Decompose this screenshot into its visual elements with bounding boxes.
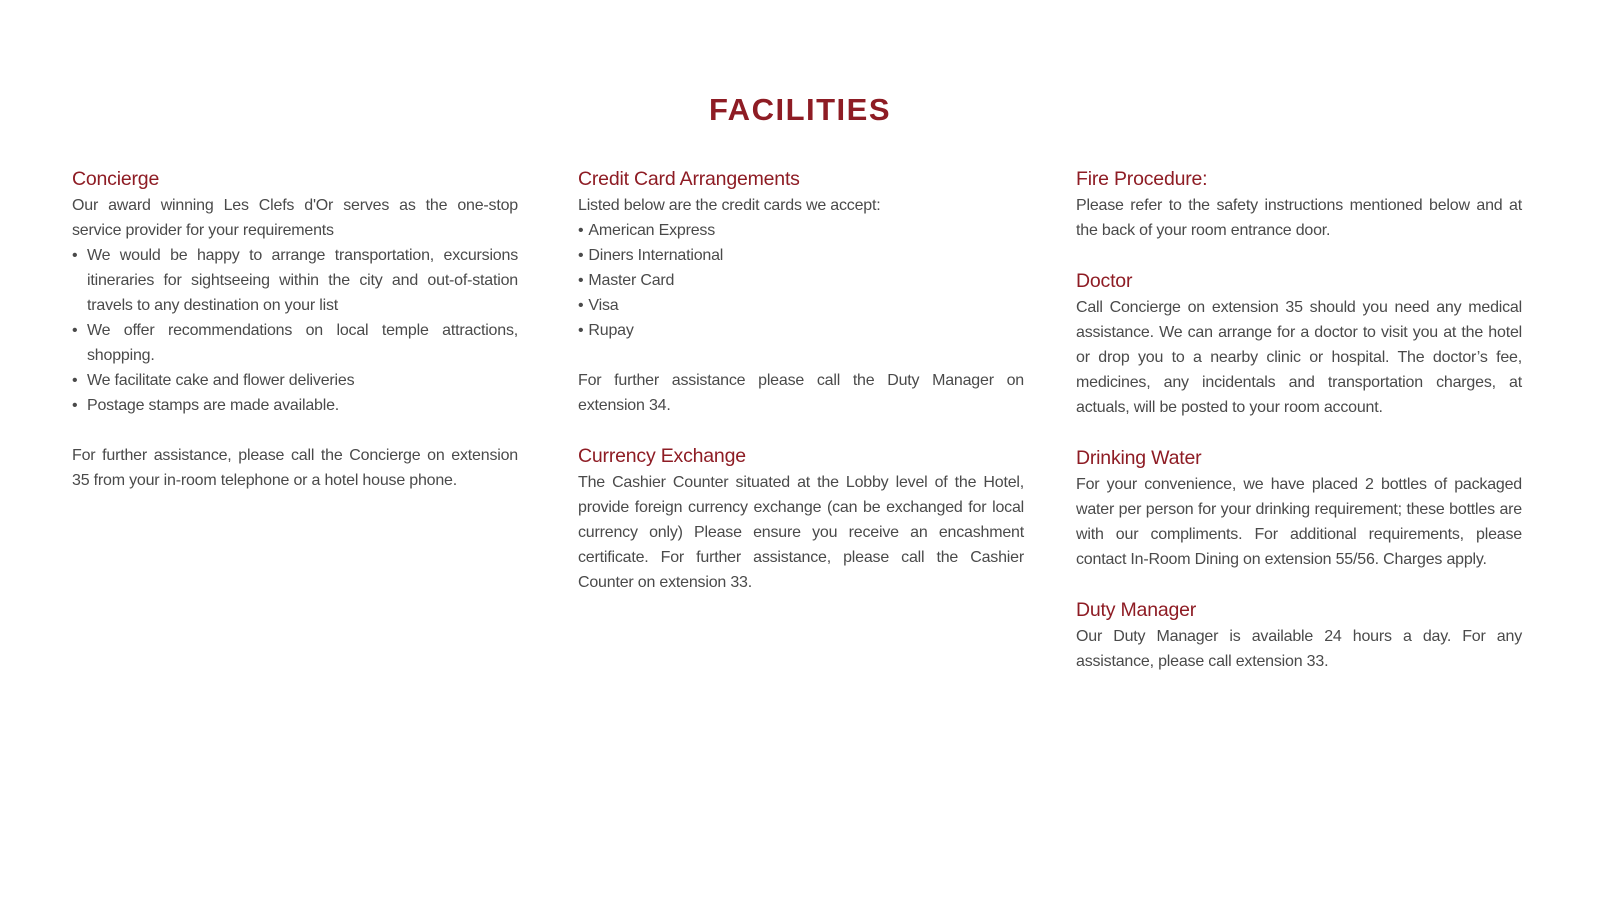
credit-card-footer: For further assistance please call the Duty Manager on extension 34. (578, 372, 1024, 414)
list-item (72, 368, 518, 393)
column-left (72, 166, 518, 493)
list-item-text: We facilitate cake and flower deliveries (87, 372, 355, 389)
column-right (1076, 166, 1522, 674)
list-item (578, 318, 1024, 343)
currency-exchange-heading: Currency Exchange (578, 445, 746, 467)
list-item-text: We offer recommendations on local temple attractions, shopping. (87, 322, 518, 364)
doctor-heading: Doctor (1076, 270, 1133, 292)
fire-procedure-text: Please refer to the safety instructions mentioned below and at the back of your room entrance door. (1076, 197, 1522, 239)
list-item (72, 393, 518, 418)
bullet-icon: • (578, 322, 584, 339)
list-item-text: Visa (588, 297, 619, 314)
credit-card-intro: Listed below are the credit cards we accept: (578, 197, 881, 214)
list-item-text: Postage stamps are made available. (87, 397, 340, 414)
drinking-water-heading: Drinking Water (1076, 447, 1202, 469)
concierge-intro: Our award winning Les Clefs d'Or serves as the one-stop service provider for your requirements (72, 197, 518, 239)
credit-card-section (578, 166, 1024, 418)
doctor-text: Call Concierge on extension 35 should you need any medical assistance. We can arrange for a doctor to visit you at the hotel or drop you to a nearby clinic or hospital. The doctor’s fee, medicines, any incidentals and transportation charges, at actuals, will be posted to your room account. (1076, 299, 1522, 416)
list-item (578, 293, 1024, 318)
bullet-icon: • (578, 247, 584, 264)
list-item (72, 243, 518, 318)
list-item (578, 268, 1024, 293)
fire-procedure-section (1076, 166, 1522, 243)
currency-exchange-text: The Cashier Counter situated at the Lobby level of the Hotel, provide foreign currency exchange (can be exchanged for local currency only) Please ensure you receive an encashment certificate. For further assistance, please call the Cashier Counter on extension 33. (578, 474, 1024, 591)
bullet-icon: • (72, 397, 78, 414)
concierge-bullet-list (72, 243, 518, 418)
duty-manager-text: Our Duty Manager is available 24 hours a day. For any assistance, please call extension 33. (1076, 628, 1522, 670)
fire-procedure-heading: Fire Procedure: (1076, 168, 1208, 190)
bullet-icon: • (578, 297, 584, 314)
concierge-section (72, 166, 518, 493)
list-item-text: Master Card (588, 272, 675, 289)
list-item (578, 218, 1024, 243)
bullet-icon: • (578, 272, 584, 289)
bullet-icon: • (578, 222, 584, 239)
concierge-footer: For further assistance, please call the Concierge on extension 35 from your in-room telephone or a hotel house phone. (72, 447, 518, 489)
list-item-text: American Express (588, 222, 716, 239)
page-title: FACILITIES (708, 92, 892, 127)
list-item-text: We would be happy to arrange transportation, excursions itineraries for sightseeing within the city and out-of-station travels to any destination on your list (87, 247, 518, 314)
list-item (578, 243, 1024, 268)
duty-manager-heading: Duty Manager (1076, 599, 1197, 621)
duty-manager-section (1076, 597, 1522, 674)
bullet-icon: • (72, 247, 78, 264)
column-middle (578, 166, 1024, 595)
list-item-text: Rupay (588, 322, 634, 339)
drinking-water-section (1076, 445, 1522, 572)
concierge-heading: Concierge (72, 168, 160, 190)
list-item (72, 318, 518, 368)
drinking-water-text: For your convenience, we have placed 2 bottles of packaged water per person for your drinking requirement; these bottles are with our compliments. For additional requirements, please contact In-Room Dining on extension 55/56. Charges apply. (1076, 476, 1522, 568)
list-item-text: Diners International (588, 247, 724, 264)
doctor-section (1076, 268, 1522, 420)
credit-card-heading: Credit Card Arrangements (578, 168, 800, 190)
currency-exchange-section (578, 443, 1024, 595)
bullet-icon: • (72, 322, 78, 339)
bullet-icon: • (72, 372, 78, 389)
credit-card-list (578, 218, 1024, 343)
